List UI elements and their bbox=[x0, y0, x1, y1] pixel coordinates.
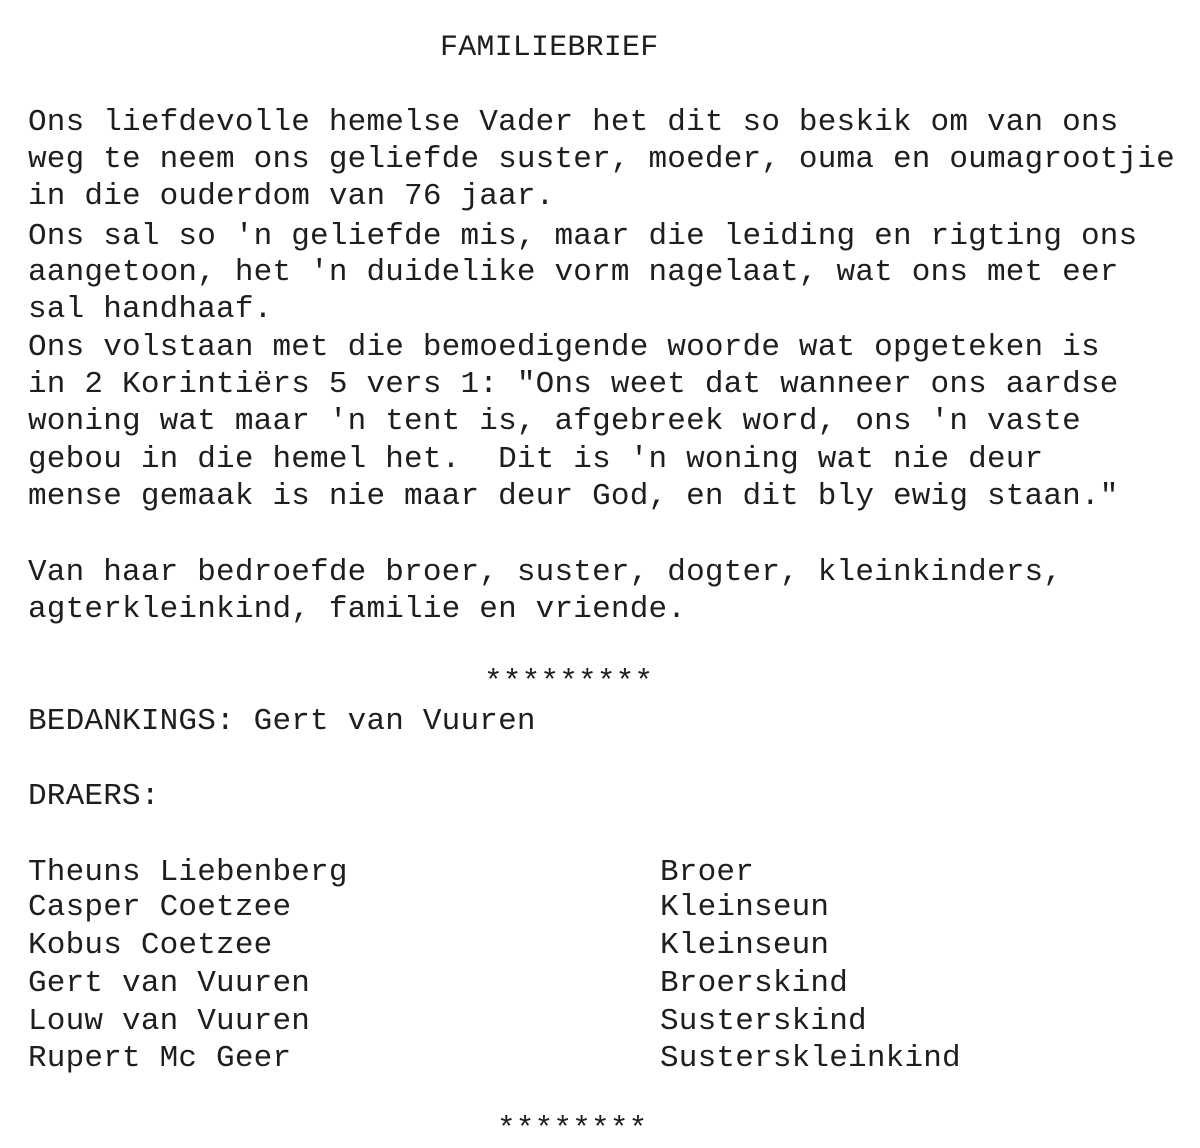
document-title: FAMILIEBRIEF bbox=[440, 31, 659, 65]
body-line: Ons sal so 'n geliefde mis, maar die leiding en rigting ons bbox=[28, 219, 1138, 254]
bearer-relation: Susterskleinkind bbox=[660, 1041, 961, 1076]
bearer-name: Gert van Vuuren bbox=[28, 966, 311, 1001]
thanks-line: BEDANKINGS: Gert van Vuuren bbox=[28, 704, 536, 739]
body-line: Ons volstaan met die bemoedigende woorde wat opgeteken is bbox=[28, 330, 1100, 365]
body-line: woning wat maar 'n tent is, afgebreek word, ons 'n vaste bbox=[28, 404, 1081, 439]
bearer-name: Louw van Vuuren bbox=[28, 1004, 311, 1039]
body-line: in die ouderdom van 76 jaar. bbox=[28, 179, 555, 214]
separator: ********* bbox=[484, 665, 654, 700]
bearer-name: Casper Coetzee bbox=[28, 890, 292, 925]
body-line: aangetoon, het 'n duidelike vorm nagelaat, wat ons met eer bbox=[28, 255, 1119, 290]
body-line: weg te neem ons geliefde suster, moeder, ouma en oumagrootjie bbox=[28, 142, 1175, 177]
bearer-relation: Broerskind bbox=[660, 966, 849, 1001]
bearer-name: Rupert Mc Geer bbox=[28, 1041, 292, 1076]
body-line: Ons liefdevolle hemelse Vader het dit so beskik om van ons bbox=[28, 105, 1119, 140]
bearer-relation: Kleinseun bbox=[660, 928, 830, 963]
separator: ******** bbox=[497, 1112, 648, 1147]
bearer-name: Theuns Liebenberg bbox=[28, 855, 348, 890]
bearers-heading: DRAERS: bbox=[28, 779, 160, 814]
bearer-relation: Susterskind bbox=[660, 1004, 867, 1039]
bearer-relation: Kleinseun bbox=[660, 890, 830, 925]
bearer-relation: Broer bbox=[660, 855, 755, 890]
body-line: gebou in die hemel het. Dit is 'n woning wat nie deur bbox=[28, 442, 1044, 477]
body-line: sal handhaaf. bbox=[28, 292, 273, 327]
bearer-name: Kobus Coetzee bbox=[28, 928, 273, 963]
body-line: mense gemaak is nie maar deur God, en dit bly ewig staan." bbox=[28, 479, 1119, 514]
closing-line: Van haar bedroefde broer, suster, dogter, kleinkinders, bbox=[28, 555, 1063, 590]
body-line: in 2 Korintiërs 5 vers 1: "Ons weet dat wanneer ons aardse bbox=[28, 367, 1119, 402]
closing-line: agterkleinkind, familie en vriende. bbox=[28, 592, 687, 627]
